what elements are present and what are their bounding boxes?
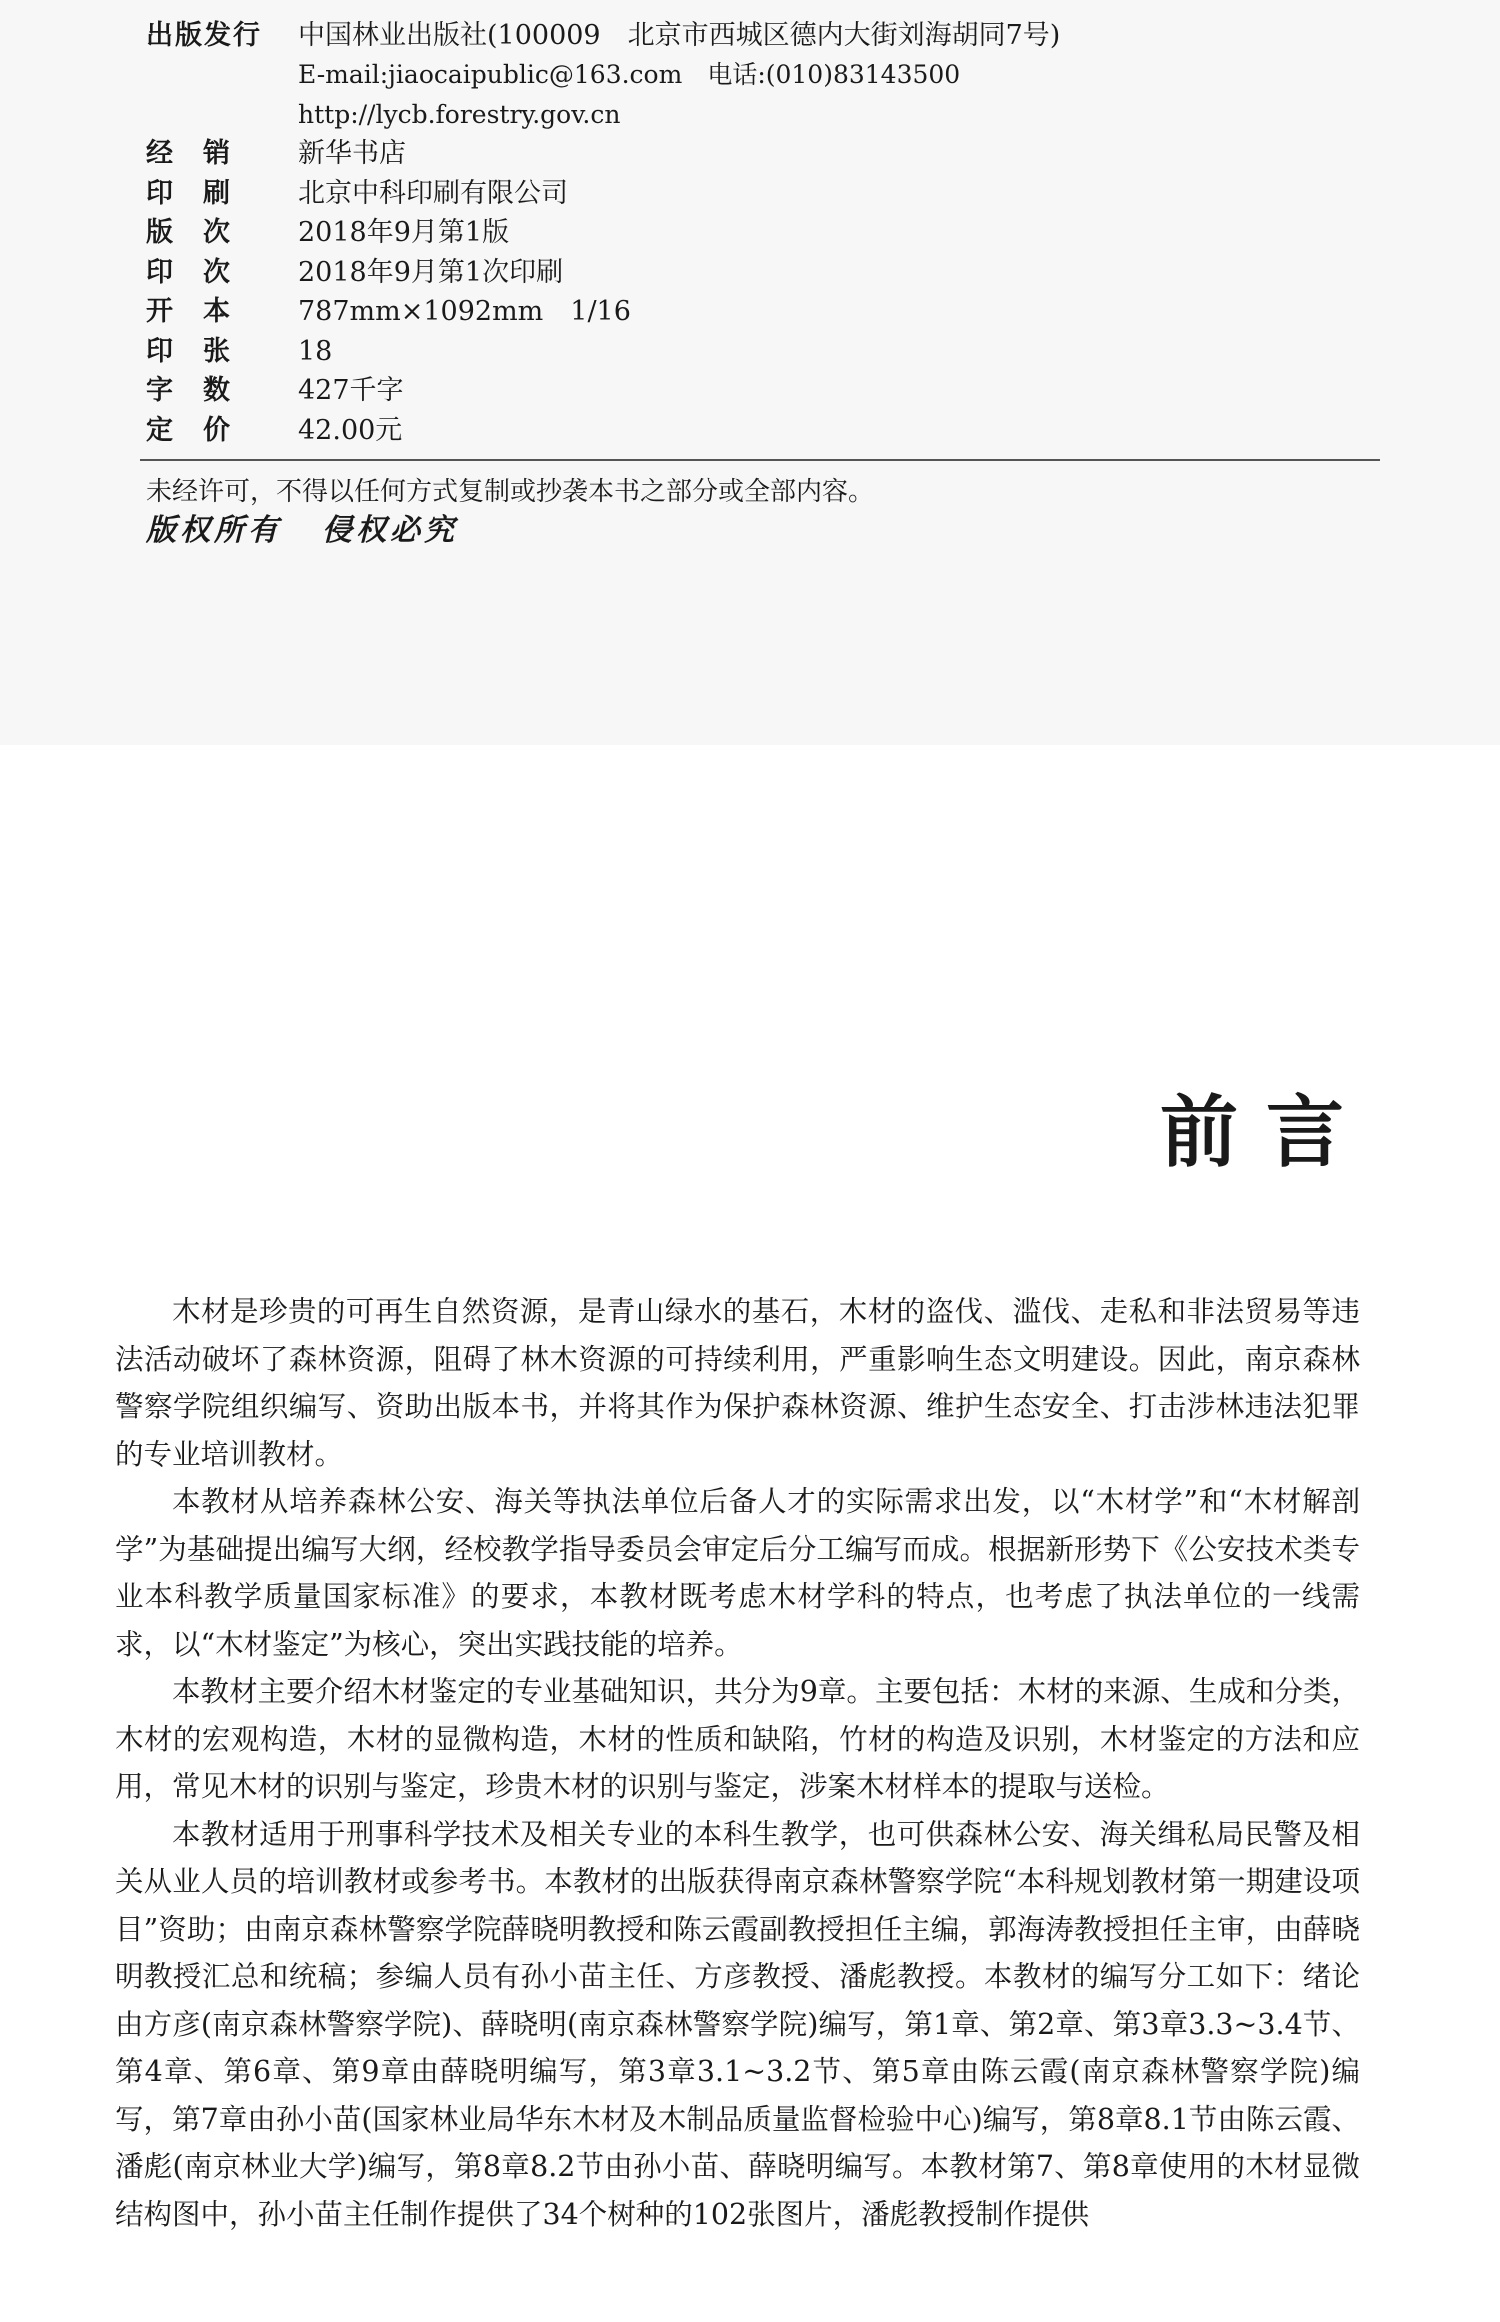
printer-row bbox=[146, 175, 568, 213]
impression-row bbox=[146, 254, 563, 292]
wordcount-value: 427千字 bbox=[298, 375, 404, 406]
distributor-row bbox=[146, 135, 406, 173]
preface-body bbox=[115, 1288, 1360, 2238]
preface-paragraph: 木材是珍贵的可再生自然资源，是青山绿水的基石，木材的盗伐、滥伐、走私和非法贸易等违法活动破坏了森林资源，阻碍了林木资源的可持续利用，严重影响生态文明建设。因此，南京森林警察学院组织编写、资助出版本书，并将其作为保护森林资源、维护生态安全、打击涉林违法犯罪的专业培训教材。 bbox=[115, 1295, 1360, 1471]
price-label: 定价 bbox=[146, 415, 260, 446]
copy-notice: 未经许可，不得以任何方式复制或抄袭本书之部分或全部内容。 bbox=[146, 477, 875, 507]
impression-value: 2018年9月第1次印刷 bbox=[298, 257, 564, 288]
distributor-value: 新华书店 bbox=[298, 138, 406, 169]
preface-paragraph: 本教材适用于刑事科学技术及相关专业的本科生教学，也可供森林公安、海关缉私局民警及相关从业人员的培训教材或参考书。本教材的出版获得南京森林警察学院“本科规划教材第一期建设项目”资助；由南京森林警察学院薛晓明教授和陈云霞副教授担任主编，郭海涛教授担任主审，由薛晓明教授汇总和统稿；参编人员有孙小苗主任、方彦教授、潘彪教授。本教材的编写分工如下：绪论由方彦(南京森林警察学院)、薛晓明(南京森林警察学院)编写，第1章、第2章、第3章3.3~3.4节、第4章、第6章、第9章由薛晓明编写，第3章3.1~3.2节、第5章由陈云霞(南京森林警察学院)编写，第7章由孙小苗(国家林业局华东木材及木制品质量监督检验中心)编写，第8章8.1节由陈云霞、潘彪(南京林业大学)编写，第8章8.2节由孙小苗、薛晓明编写。本教材第7、第8章使用的木材显微结构图中，孙小苗主任制作提供了34个树种的102张图片，潘彪教授制作提供 bbox=[115, 1817, 1360, 2231]
copyright-page-section bbox=[0, 0, 1500, 745]
preface-paragraph: 本教材从培养森林公安、海关等执法单位后备人才的实际需求出发，以“木材学”和“木材解剖学”为基础提出编写大纲，经校教学指导委员会审定后分工编写而成。根据新形势下《公安技术类专业本科教学质量国家标准》的要求，本教材既考虑木材学科的特点，也考虑了执法单位的一线需求，以“木材鉴定”为核心，突出实践技能的培养。 bbox=[115, 1485, 1360, 1661]
printer-label: 印刷 bbox=[146, 178, 260, 209]
format-row bbox=[146, 293, 631, 331]
sheets-row bbox=[146, 333, 332, 371]
printer-value: 北京中科印刷有限公司 bbox=[298, 178, 568, 209]
edition-value: 2018年9月第1版 bbox=[298, 217, 510, 248]
rights-reserved-text: 版权所有 bbox=[146, 513, 282, 548]
sheets-label: 印张 bbox=[146, 336, 260, 367]
edition-row bbox=[146, 214, 509, 252]
sheets-value: 18 bbox=[298, 336, 333, 367]
wordcount-label: 字数 bbox=[146, 375, 260, 406]
divider-line bbox=[140, 459, 1380, 461]
email-phone-line: E-mail:jiaocaipublic@163.com 电话:(010)83143500 bbox=[298, 60, 961, 89]
publisher-label: 出版发行 bbox=[146, 20, 262, 51]
preface-title: 前言 bbox=[1160, 1088, 1373, 1178]
wordcount-row bbox=[146, 372, 404, 410]
rights-reserved bbox=[146, 510, 498, 552]
distributor-label: 经销 bbox=[146, 138, 260, 169]
price-row bbox=[146, 412, 402, 450]
format-label: 开本 bbox=[146, 296, 260, 327]
website-line: http://lycb.forestry.gov.cn bbox=[298, 100, 621, 129]
publisher-row bbox=[146, 17, 1060, 55]
impression-label: 印次 bbox=[146, 257, 260, 288]
infringement-text: 侵权必究 bbox=[322, 513, 458, 548]
edition-label: 版次 bbox=[146, 217, 260, 248]
publisher-value: 中国林业出版社(100009 北京市西城区德内大街刘海胡同7号) bbox=[298, 20, 1061, 51]
format-value: 787mm×1092mm 1/16 bbox=[298, 296, 631, 327]
price-value: 42.00元 bbox=[298, 415, 403, 446]
preface-paragraph: 本教材主要介绍木材鉴定的专业基础知识，共分为9章。主要包括：木材的来源、生成和分类，木材的宏观构造，木材的显微构造，木材的性质和缺陷，竹材的构造及识别，木材鉴定的方法和应用，常见木材的识别与鉴定，珍贵木材的识别与鉴定，涉案木材样本的提取与送检。 bbox=[115, 1675, 1360, 1803]
